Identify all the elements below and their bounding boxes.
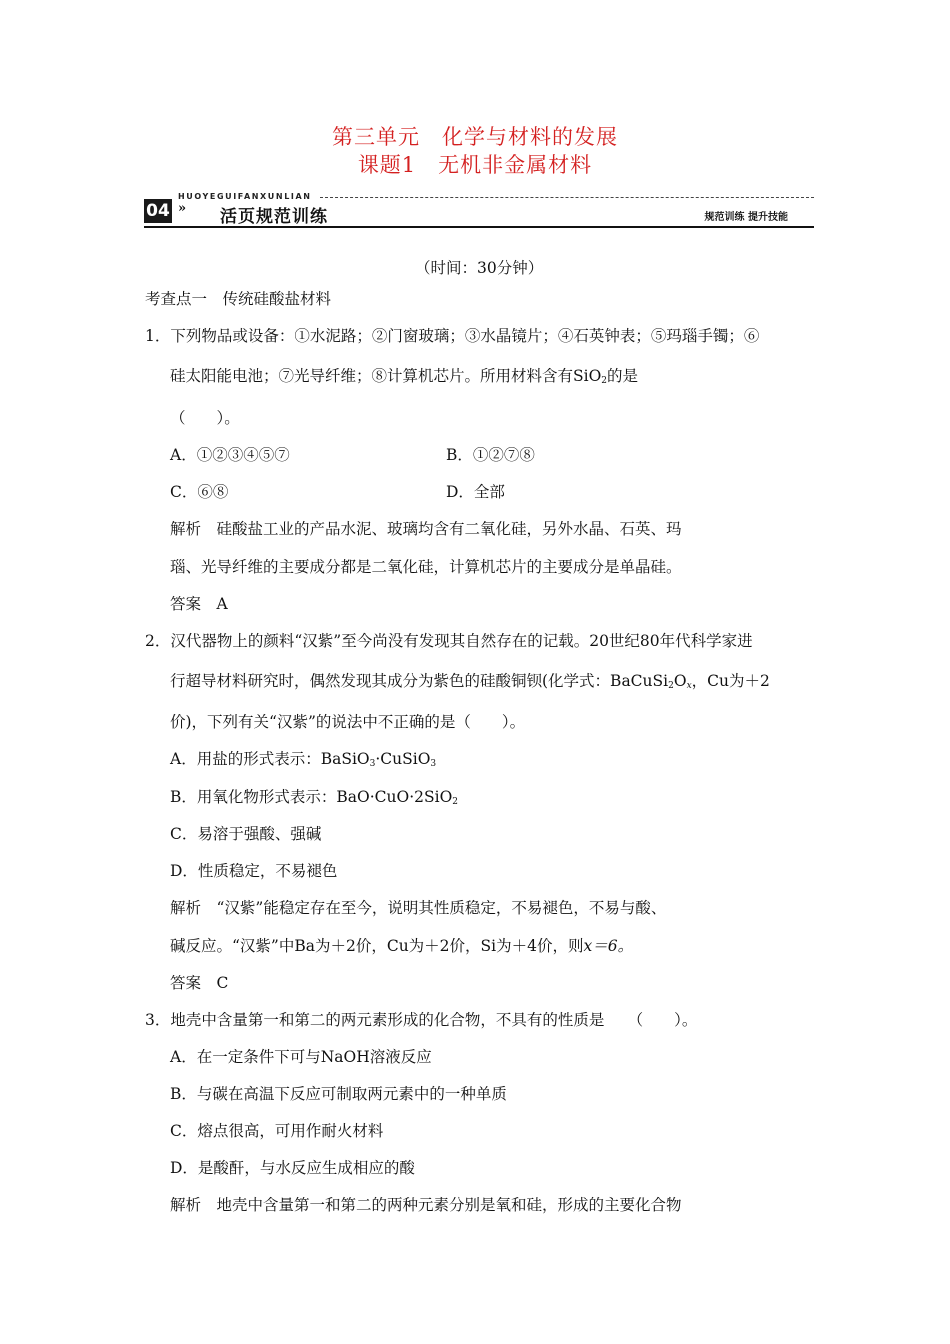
section-title: 考查点一 传统硅酸盐材料 [145, 290, 332, 308]
q1-option-c: C．⑥⑧ [170, 483, 229, 501]
q2-stem-line1: 2．汉代器物上的颜料“汉紫”至今尚没有发现其自然存在的记载。20世纪80年代科学家进 [145, 632, 753, 650]
banner-underline [144, 226, 814, 228]
q2-answer: 答案 C [170, 974, 229, 992]
q3-option-b: B．与碳在高温下反应可制取两元素中的一种单质 [170, 1085, 507, 1103]
q2-option-d: D．性质稳定，不易褪色 [170, 862, 338, 880]
q3-analysis-line1: 解析 地壳中含量第一和第二的两种元素分别是氧和硅，形成的主要化合物 [170, 1196, 682, 1214]
q3-stem-line1: 3．地壳中含量第一和第二的两元素形成的化合物，不具有的性质是 （ ）。 [145, 1011, 698, 1029]
q1-stem-line1: 1．下列物品或设备：①水泥路；②门窗玻璃；③水晶镜片；④石英钟表；⑤玛瑙手镯；⑥ [145, 327, 760, 345]
double-chevron-icon: » [178, 201, 187, 216]
q1-answer-blank: （ ）。 [170, 409, 240, 427]
q2-stem-line3: 价)，下列有关“汉紫”的说法中不正确的是（ ）。 [170, 713, 526, 731]
time-note: （时间：30分钟） [415, 259, 544, 277]
section-banner [144, 190, 814, 230]
unit-title: 第三单元 化学与材料的发展 [332, 125, 618, 149]
q1-option-d: D．全部 [446, 483, 505, 501]
q1-analysis-line1: 解析 硅酸盐工业的产品水泥、玻璃均含有二氧化硅，另外水晶、石英、玛 [170, 520, 682, 538]
q1-analysis-line2: 瑙、光导纤维的主要成分都是二氧化硅，计算机芯片的主要成分是单晶硅。 [170, 558, 682, 576]
q2-stem-line2: 行超导材料研究时，偶然发现其成分为紫色的硅酸铜钡(化学式：$BaCuSi_2O_x$，Cu为＋2 [170, 672, 770, 691]
q1-answer: 答案 A [170, 595, 228, 613]
q3-option-a: A．在一定条件下可与NaOH溶液反应 [170, 1048, 432, 1066]
q1-stem-line2: 硅太阳能电池；⑦光导纤维；⑧计算机芯片。所用材料含有SiO$_2$的是 [170, 367, 639, 386]
q1-option-a: A．①②③④⑤⑦ [170, 446, 290, 464]
banner-dashed-rule [320, 197, 814, 198]
banner-name: 活页规范训练 [220, 207, 328, 227]
q1-option-b: B．①②⑦⑧ [446, 446, 535, 464]
q2-option-c: C．易溶于强酸、强碱 [170, 825, 322, 843]
banner-subtitle: 规范训练 提升技能 [704, 212, 788, 223]
q2-option-a: A．用盐的形式表示：BaSiO$_3$·CuSiO$_3$ [170, 750, 437, 769]
q3-option-c: C．熔点很高，可用作耐火材料 [170, 1122, 384, 1140]
q2-analysis-line1: 解析 “汉紫”能稳定存在至今，说明其性质稳定，不易褪色，不易与酸、 [170, 899, 667, 917]
lesson-title: 课题1 无机非金属材料 [357, 153, 593, 177]
q2-option-b: B．用氧化物形式表示：BaO·CuO·2SiO$_2$ [170, 788, 459, 807]
banner-number-badge: 04 [144, 199, 172, 223]
q2-analysis-line2: 碱反应。“汉紫”中Ba为＋2价，Cu为＋2价，Si为＋4价，则x＝6。 [170, 937, 634, 955]
q3-option-d: D．是酸酐，与水反应生成相应的酸 [170, 1159, 415, 1177]
banner-pinyin: HUOYEGUIFANXUNLIAN [178, 192, 312, 201]
